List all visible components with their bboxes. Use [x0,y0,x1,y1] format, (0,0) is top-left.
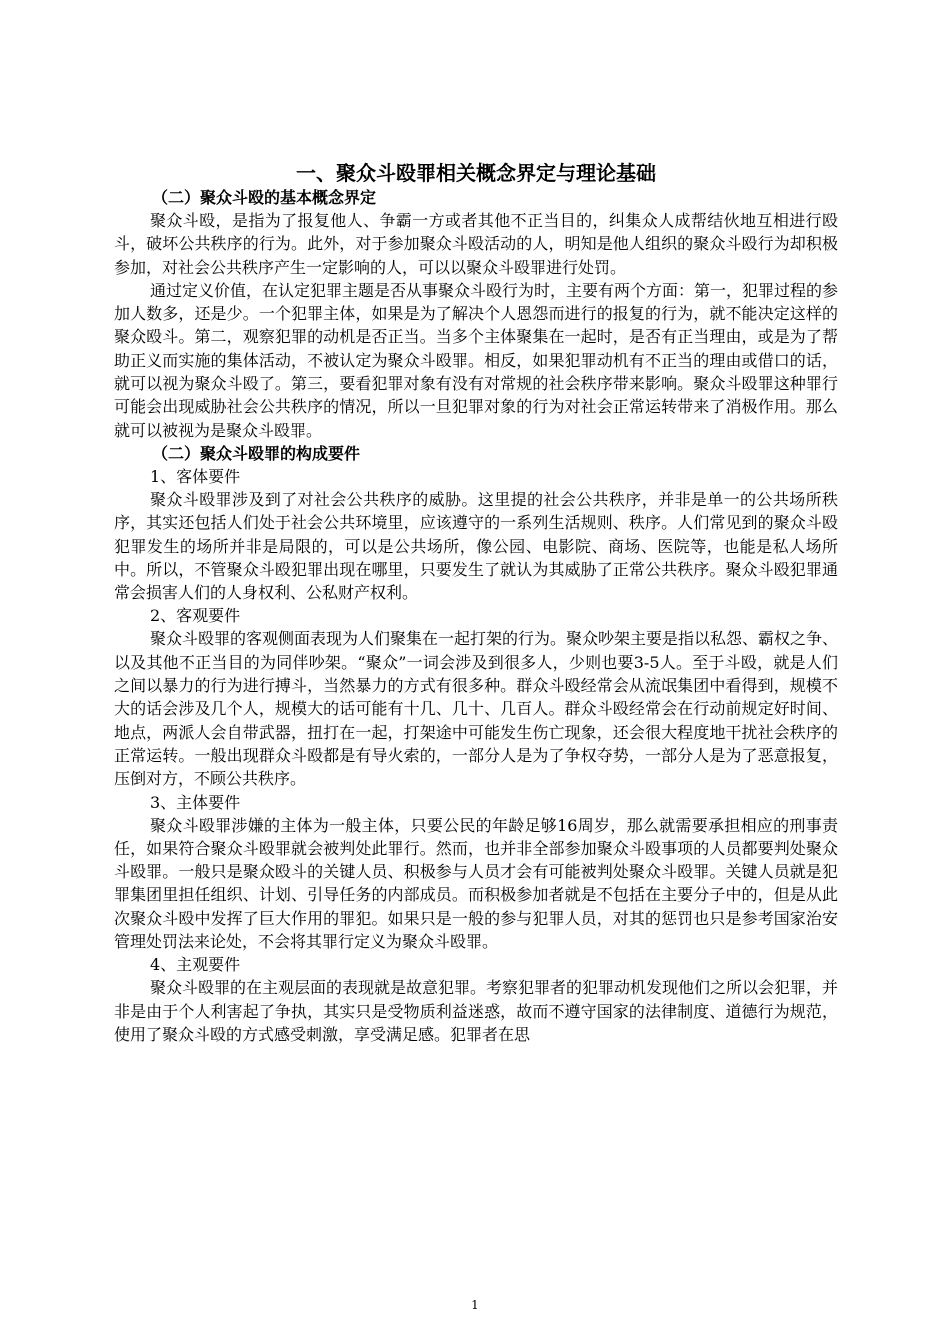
paragraph-object-element: 聚众斗殴罪涉及到了对社会公共秩序的威胁。这里提的社会公共秩序，并非是单一的公共场所秩序，其实还包括人们处于社会公共环境里，应该遵守的一系列生活规则、秩序。人们常见到的聚众斗殴犯罪发生的场所并非是局限的，可以是公共场所，像公园、电影院、商场、医院等，也能是私人场所中。所以，不管聚众斗殴犯罪出现在哪里，只要发生了就认为其威胁了正常公共秩序。聚众斗殴犯罪通常会损害人们的人身权利、公私财产权利。 [114,489,838,603]
page-number: 1 [471,1298,479,1312]
subheading-object-element: 1、客体要件 [150,466,241,486]
page-title: 一、聚众斗殴罪相关概念界定与理论基础 [296,161,656,185]
subheading-objective-element: 2、客观要件 [150,606,241,626]
paragraph-objective-element: 聚众斗殴罪的客观侧面表现为人们聚集在一起打架的行为。聚众吵架主要是指以私怨、霸权之争、以及其他不正当目的为同伴吵架。“聚众”一词会涉及到很多人，少则也要3-5人。至于斗殴，就是人们之间以暴力的行为进行搏斗，当然暴力的方式有很多种。群众斗殴经常会从流氓集团中看得到，规模不大的话会涉及几个人，规模大的话可能有十几、几十、几百人。群众斗殴经常会在行动前规定好时间、地点，两派人会自带武器，扭打在一起，打架途中可能发生伤亡现象，还会很大程度地干扰社会秩序的正常运转。一般出现群众斗殴都是有导火索的，一部分人是为了争权夺势，一部分人是为了恶意报复，压倒对方，不顾公共秩序。 [114,629,839,789]
paragraph-determination: 通过定义价值，在认定犯罪主题是否从事聚众斗殴行为时，主要有两个方面：第一，犯罪过程的参加人数多，还是少。一个犯罪主体，如果是为了解决个人恩怨而进行的报复的行为，就不能决定这样的聚众殴斗。第二，观察犯罪的动机是否正当。当多个主体聚集在一起时，是否有正当理由，或是为了帮助正义而实施的集体活动，不被认定为聚众斗殴罪。相反，如果犯罪动机有不正当的理由或借口的话，就可以视为聚众斗殴了。第三，要看犯罪对象有没有对常规的社会秩序带来影响。聚众斗殴罪这种罪行可能会出现威胁社会公共秩序的情况，所以一旦犯罪对象的行为对社会正常运转带来了消极作用。那么就可以被视为是聚众斗殴罪。 [114,280,839,440]
paragraph-subjective-element: 聚众斗殴罪的在主观层面的表现就是故意犯罪。考察犯罪者的犯罪动机发现他们之所以会犯罪，并非是由于个人利害起了争执，其实只是受物质利益迷惑，故而不遵守国家的法律制度、道德行为规范，使用了聚众斗殴的方式感受刺激，享受满足感。犯罪者在思 [114,978,839,1044]
document-page [114,160,838,1046]
paragraph-subject-element: 聚众斗殴罪涉嫌的主体为一般主体，只要公民的年龄足够16周岁，那么就需要承担相应的刑事责任，如果符合聚众斗殴罪就会被判处此罪行。然而，也并非全部参加聚众斗殴事项的人员都要判处聚众斗殴罪。一般只是聚众殴斗的关键人员、积极参与人员才会有可能被判处聚众斗殴罪。关键人员就是犯罪集团里担任组织、计划、引导任务的内部成员。而积极参加者就是不包括在主要分子中的，但是从此次聚众斗殴中发挥了巨大作用的罪犯。如果只是一般的参与犯罪人员，对其的惩罚也只是参考国家治安管理处罚法来论处，不会将其罪行定义为聚众斗殴罪。 [114,815,838,952]
paragraph-definition: 聚众斗殴，是指为了报复他人、争霸一方或者其他不正当目的，纠集众人成帮结伙地互相进行殴斗，破坏公共秩序的行为。此外，对于参加聚众斗殴活动的人，明知是他人组织的聚众斗殴行为却积极参加，对社会公共秩序产生一定影响的人，可以以聚众斗殴罪进行处罚。 [114,211,838,277]
section-heading-constituent-elements: （二）聚众斗殴罪的构成要件 [152,443,361,463]
section-heading-basic-concept: （二）聚众斗殴的基本概念界定 [152,188,377,207]
subheading-subjective-element: 4、主观要件 [150,955,241,975]
subheading-subject-element: 3、主体要件 [150,792,241,812]
